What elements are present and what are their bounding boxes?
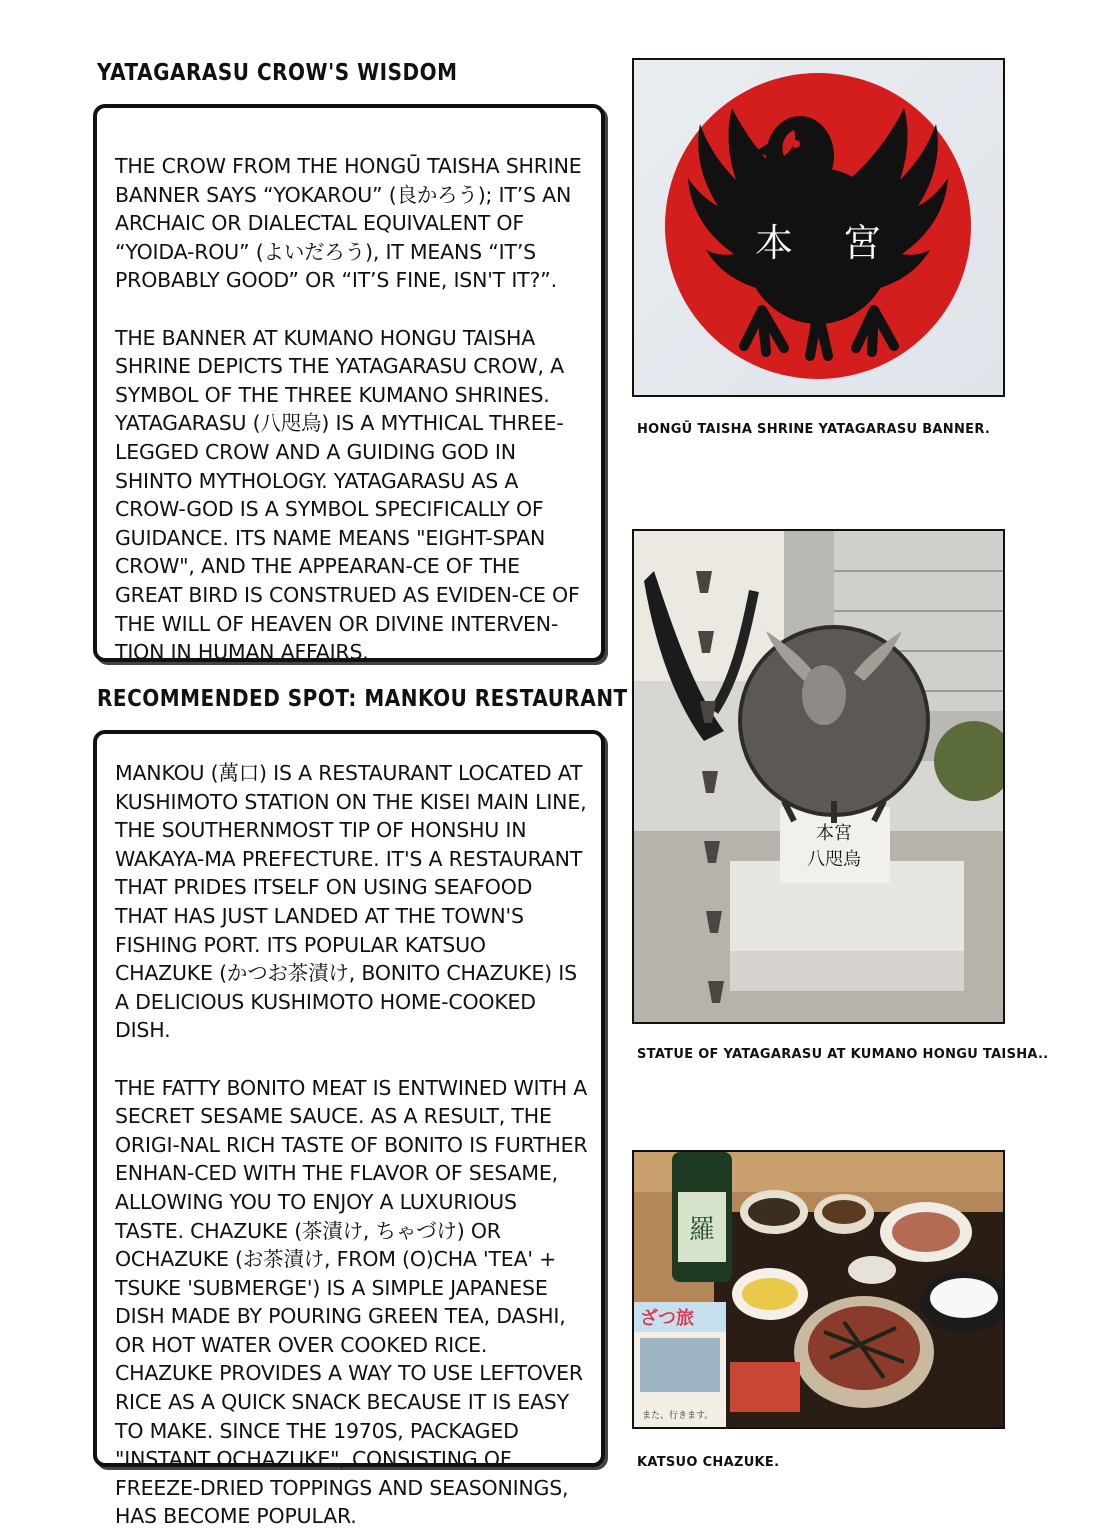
plinth-text-line2: 八咫烏 <box>807 849 861 870</box>
paragraph: THE BANNER AT KUMANO HONGU TAISHA SHRINE DEPICTS THE YATAGARASU CROW, A SYMBOL OF THE THREE KUMANO SHRINES. YATAGARASU (八咫烏) IS A MYTHICAL THREE-LEGGED CROW AND A GUIDING GOD IN SHINTO MYTHOLOGY. YATAGARASU AS A CROW-GOD IS A SYMBOL SPECIFICALLY OF GUIDANCE. ITS NAME MEANS "EIGHT-SPAN CROW", AND THE APPEARAN-CE OF THE GREAT BIRD IS CONSTRUED AS EVIDEN-CE OF THE WILL OF HEAVEN OR DIVINE INTERVEN-TION IN HUMAN AFFAIRS. <box>115 325 580 665</box>
heading-recommended-spot: RECOMMENDED SPOT: MANKOU RESTAURANT <box>97 684 628 712</box>
caption-meal: KATSUO CHAZUKE. <box>637 1455 780 1470</box>
yatagarasu-crow-emblem-icon <box>634 60 1003 395</box>
plinth-text-line1: 本宮 <box>816 823 852 844</box>
banner-photo <box>632 58 1005 397</box>
sake-label-text: 羅 <box>688 1215 716 1245</box>
caption-statue: STATUE OF YATAGARASU AT KUMANO HONGU TAISHA.. <box>637 1047 1049 1062</box>
text-box-yatagarasu <box>93 104 605 665</box>
caption-banner: HONGŪ TAISHA SHRINE YATAGARASU BANNER. <box>637 422 991 437</box>
magazine-footer: また、行きます。 <box>642 1411 714 1421</box>
heading-yatagarasu: YATAGARASU CROW'S WISDOM <box>97 58 458 86</box>
crow-statue-photo-icon <box>634 531 1003 1022</box>
meal-photo <box>632 1150 1005 1429</box>
meal-tray-photo-icon <box>634 1152 1003 1427</box>
statue-photo <box>632 529 1005 1024</box>
paragraph: THE FATTY BONITO MEAT IS ENTWINED WITH A SECRET SESAME SAUCE. AS A RESULT, THE ORIGI-NAL RICH TASTE OF BONITO IS FURTHER ENHAN-CED WITH THE FLAVOR OF SESAME, ALLOWING YOU TO ENJOY A LUXURIOUS TASTE. CHAZUKE (茶漬け, ちゃづけ) OR OCHAZUKE (お茶漬け, FROM (O)CHA 'TEA' + TSUKE 'SUBMERGE') IS A SIMPLE JAPANESE DISH MADE BY POURING GREEN TEA, DASHI, OR HOT WATER OVER COOKED RICE. CHAZUKE PROVIDES A WAY TO USE LEFTOVER RICE AS A QUICK SNACK BECAUSE IT IS EASY TO MAKE. SINCE THE 1970S, PACKAGED "INSTANT OCHAZUKE", CONSISTING OF FREEZE-DRIED TOPPINGS AND SEASONINGS, HAS BECOME POPULAR. <box>115 1075 588 1529</box>
banner-kanji-right: 宮 <box>842 221 882 265</box>
paragraph: THE CROW FROM THE HONGŪ TAISHA SHRINE BANNER SAYS “YOKAROU” (良かろう); IT’S AN ARCHAIC OR DIALECTAL EQUIVALENT OF “YOIDA-ROU” (よいだろう), IT MEANS “IT’S PROBABLY GOOD” OR “IT’S FINE, ISN'T IT?”. <box>115 154 582 293</box>
text-box-mankou <box>93 730 605 1529</box>
banner-kanji-left: 本 <box>754 221 794 265</box>
paragraph: MANKOU (萬口) IS A RESTAURANT LOCATED AT KUSHIMOTO STATION ON THE KISEI MAIN LINE, THE SOUTHERNMOST TIP OF HONSHU IN WAKAYA-MA PREFECTURE. IT'S A RESTAURANT THAT PRIDES ITSELF ON USING SEAFOOD THAT HAS JUST LANDED AT THE TOWN'S FISHING PORT. ITS POPULAR KATSUO CHAZUKE (かつお茶漬け, BONITO CHAZUKE) IS A DELICIOUS KUSHIMOTO HOME-COOKED DISH. <box>115 761 587 1043</box>
magazine-title: ざつ旅 <box>640 1308 694 1329</box>
